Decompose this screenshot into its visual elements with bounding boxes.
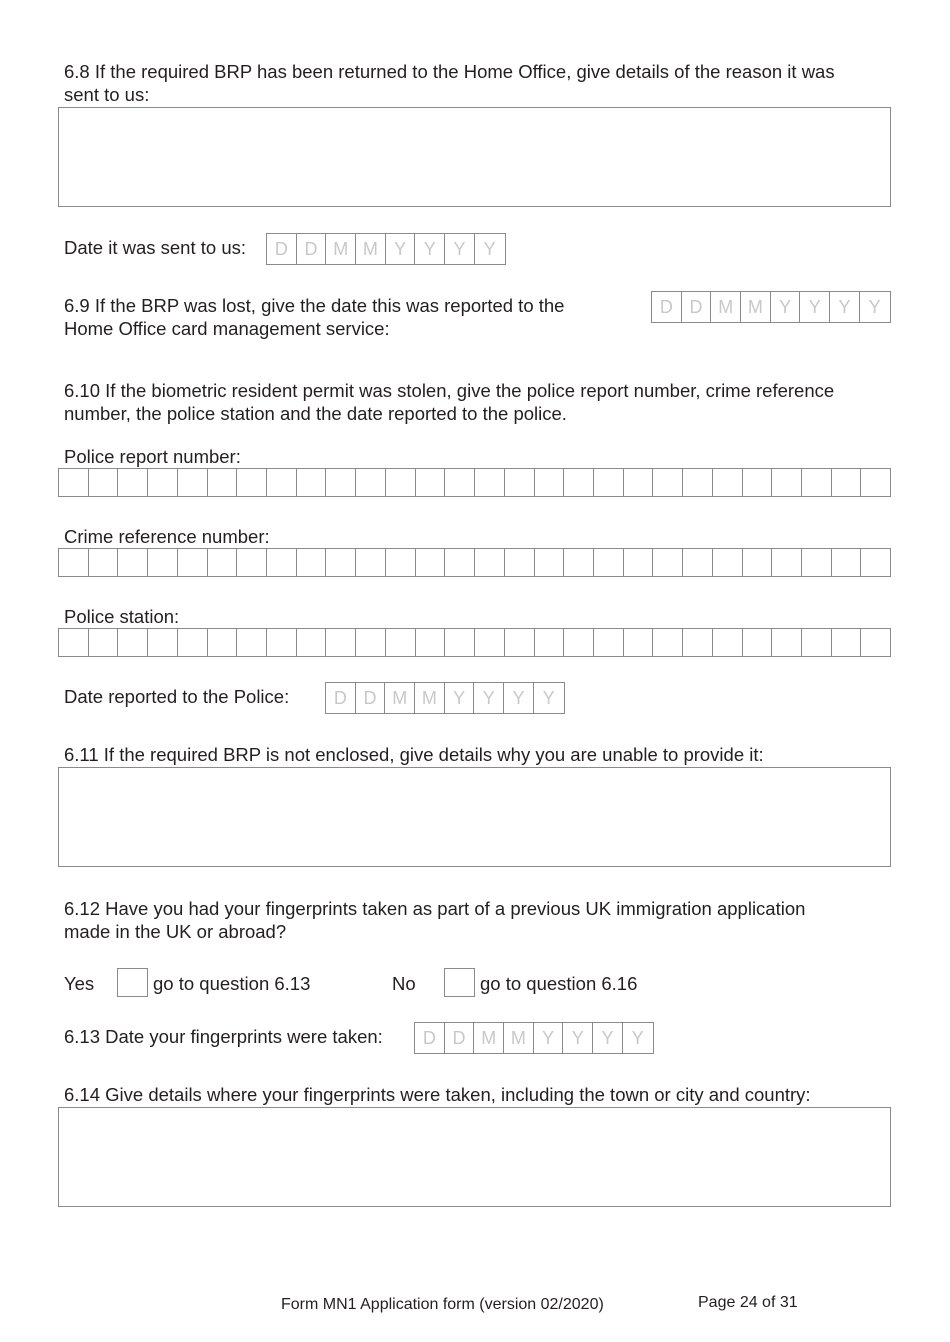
no-label: No xyxy=(392,973,416,994)
char-cell[interactable] xyxy=(564,469,594,496)
char-cell[interactable] xyxy=(802,469,832,496)
char-cell[interactable] xyxy=(267,549,297,576)
date-cell[interactable]: Y xyxy=(593,1023,623,1053)
char-cell[interactable] xyxy=(535,549,565,576)
char-cell[interactable] xyxy=(89,629,119,656)
date-cell[interactable]: Y xyxy=(631,1027,644,1048)
q6-9-text-line1: 6.9 If the BRP was lost, give the date this was reported to the xyxy=(64,295,565,316)
date-cell[interactable]: M xyxy=(504,1023,534,1053)
q6-11-details-textarea[interactable] xyxy=(58,767,891,867)
char-cell[interactable] xyxy=(445,549,475,576)
char-cell[interactable] xyxy=(297,469,327,496)
date-cell[interactable]: Y xyxy=(771,292,801,322)
char-cell[interactable] xyxy=(743,549,773,576)
date-cell[interactable]: Y xyxy=(800,292,830,322)
date-cell[interactable]: M xyxy=(385,683,415,713)
char-cell[interactable] xyxy=(772,549,802,576)
q6-9-text-line2: Home Office card management service: xyxy=(64,318,390,339)
q6-14-details-textarea[interactable] xyxy=(58,1107,891,1207)
char-cell[interactable] xyxy=(59,469,89,496)
char-cell[interactable] xyxy=(237,629,267,656)
char-cell[interactable] xyxy=(297,549,327,576)
date-cell[interactable]: D xyxy=(682,292,712,322)
date-cell[interactable]: D xyxy=(415,1023,445,1053)
date-cell[interactable]: M xyxy=(741,292,771,322)
char-cell[interactable] xyxy=(416,629,446,656)
char-cell[interactable] xyxy=(118,469,148,496)
char-cell[interactable] xyxy=(624,629,654,656)
char-cell[interactable] xyxy=(59,549,89,576)
date-cell[interactable]: Y xyxy=(445,234,475,264)
date-sent-input[interactable] xyxy=(266,233,506,265)
date-cell[interactable]: D xyxy=(445,1023,475,1053)
char-cell[interactable] xyxy=(713,629,743,656)
char-cell[interactable] xyxy=(148,629,178,656)
date-reported-police-input[interactable] xyxy=(325,682,565,714)
char-cell[interactable] xyxy=(59,629,89,656)
date-cell[interactable]: D xyxy=(326,683,356,713)
q6-12-text-line1: 6.12 Have you had your fingerprints taken as part of a previous UK immigration application xyxy=(64,898,806,919)
footer-form-name: Form MN1 Application form (version 02/2020) xyxy=(281,1296,604,1313)
char-cell[interactable] xyxy=(861,469,890,496)
date-sent-label: Date it was sent to us: xyxy=(64,237,247,258)
char-cell[interactable] xyxy=(89,469,119,496)
char-cell[interactable] xyxy=(713,549,743,576)
char-cell[interactable] xyxy=(178,549,208,576)
char-cell[interactable] xyxy=(832,469,862,496)
char-cell[interactable] xyxy=(178,629,208,656)
date-cell[interactable]: Y xyxy=(474,683,504,713)
date-cell[interactable]: Y xyxy=(415,234,445,264)
char-cell[interactable] xyxy=(386,629,416,656)
char-cell[interactable] xyxy=(624,469,654,496)
police-station-input[interactable] xyxy=(58,628,891,657)
date-fingerprints-input[interactable] xyxy=(414,1022,654,1054)
q6-8-reason-textarea[interactable] xyxy=(58,107,891,207)
char-cell[interactable] xyxy=(386,549,416,576)
q6-8-text-line2: sent to us: xyxy=(64,84,150,105)
no-checkbox[interactable] xyxy=(444,968,475,997)
q6-8-text-line1: 6.8 If the required BRP has been returned to the Home Office, give details of the reason it was xyxy=(64,61,835,82)
char-cell[interactable] xyxy=(564,549,594,576)
char-cell[interactable] xyxy=(564,629,594,656)
crime-reference-number-input[interactable] xyxy=(58,548,891,577)
char-cell[interactable] xyxy=(802,629,832,656)
char-cell[interactable] xyxy=(267,629,297,656)
char-cell[interactable] xyxy=(148,469,178,496)
date-cell[interactable]: Y xyxy=(563,1023,593,1053)
char-cell[interactable] xyxy=(594,629,624,656)
police-report-number-input[interactable] xyxy=(58,468,891,497)
char-cell[interactable] xyxy=(267,469,297,496)
date-cell[interactable]: M xyxy=(711,292,741,322)
char-cell[interactable] xyxy=(356,549,386,576)
char-cell[interactable] xyxy=(326,469,356,496)
yes-label: Yes xyxy=(64,973,95,994)
char-cell[interactable] xyxy=(683,629,713,656)
char-cell[interactable] xyxy=(118,629,148,656)
yes-goto-text: go to question 6.13 xyxy=(153,973,311,994)
date-cell[interactable]: Y xyxy=(445,683,475,713)
q6-10-text-line2: number, the police station and the date reported to the police. xyxy=(64,403,567,424)
date-cell[interactable]: M xyxy=(356,234,386,264)
char-cell[interactable] xyxy=(445,629,475,656)
char-cell[interactable] xyxy=(475,629,505,656)
char-cell[interactable] xyxy=(326,549,356,576)
char-cell[interactable] xyxy=(832,549,862,576)
char-cell[interactable] xyxy=(237,469,267,496)
date-cell[interactable]: D xyxy=(267,234,297,264)
date-cell[interactable]: M xyxy=(415,683,445,713)
char-cell[interactable] xyxy=(356,469,386,496)
police-station-label: Police station: xyxy=(64,606,180,627)
char-cell[interactable] xyxy=(861,629,890,656)
char-cell[interactable] xyxy=(683,469,713,496)
char-cell[interactable] xyxy=(653,549,683,576)
char-cell[interactable] xyxy=(356,629,386,656)
char-cell[interactable] xyxy=(713,469,743,496)
q6-13-text-line1: 6.13 Date your fingerprints were taken: xyxy=(64,1026,383,1047)
char-cell[interactable] xyxy=(416,469,446,496)
char-cell[interactable] xyxy=(505,629,535,656)
char-cell[interactable] xyxy=(653,469,683,496)
yes-checkbox[interactable] xyxy=(117,968,148,997)
char-cell[interactable] xyxy=(505,469,535,496)
date-cell[interactable]: Y xyxy=(504,683,534,713)
date-reported-label: Date reported to the Police: xyxy=(64,686,290,707)
crime-reference-label: Crime reference number: xyxy=(64,526,270,547)
q6-11-text-line1: 6.11 If the required BRP is not enclosed, give details why you are unable to provide it: xyxy=(64,744,764,765)
date-cell[interactable]: Y xyxy=(483,238,496,259)
char-cell[interactable] xyxy=(208,549,238,576)
char-cell[interactable] xyxy=(832,629,862,656)
date-cell[interactable]: Y xyxy=(868,296,881,317)
date-cell[interactable]: M xyxy=(326,234,356,264)
date-cell[interactable]: Y xyxy=(534,1023,564,1053)
date-cell[interactable]: D xyxy=(297,234,327,264)
char-cell[interactable] xyxy=(445,469,475,496)
char-cell[interactable] xyxy=(118,549,148,576)
char-cell[interactable] xyxy=(653,629,683,656)
q6-14-text-line1: 6.14 Give details where your fingerprints were taken, including the town or city and country: xyxy=(64,1084,811,1105)
char-cell[interactable] xyxy=(743,469,773,496)
char-cell[interactable] xyxy=(535,469,565,496)
footer-page-number: Page 24 of 31 xyxy=(698,1294,798,1311)
char-cell[interactable] xyxy=(475,549,505,576)
q6-10-text-line1: 6.10 If the biometric resident permit was stolen, give the police report number, crime reference xyxy=(64,380,835,401)
char-cell[interactable] xyxy=(237,549,267,576)
char-cell[interactable] xyxy=(326,629,356,656)
char-cell[interactable] xyxy=(683,549,713,576)
char-cell[interactable] xyxy=(624,549,654,576)
char-cell[interactable] xyxy=(802,549,832,576)
char-cell[interactable] xyxy=(861,549,890,576)
char-cell[interactable] xyxy=(594,549,624,576)
q6-12-text-line2: made in the UK or abroad? xyxy=(64,921,287,942)
char-cell[interactable] xyxy=(297,629,327,656)
police-report-label: Police report number: xyxy=(64,446,241,467)
char-cell[interactable] xyxy=(208,469,238,496)
char-cell[interactable] xyxy=(386,469,416,496)
date-cell[interactable]: D xyxy=(652,292,682,322)
date-cell[interactable]: Y xyxy=(830,292,860,322)
char-cell[interactable] xyxy=(594,469,624,496)
char-cell[interactable] xyxy=(148,549,178,576)
char-cell[interactable] xyxy=(505,549,535,576)
char-cell[interactable] xyxy=(772,629,802,656)
char-cell[interactable] xyxy=(416,549,446,576)
char-cell[interactable] xyxy=(89,549,119,576)
char-cell[interactable] xyxy=(178,469,208,496)
char-cell[interactable] xyxy=(208,629,238,656)
no-goto-text: go to question 6.16 xyxy=(480,973,638,994)
char-cell[interactable] xyxy=(535,629,565,656)
char-cell[interactable] xyxy=(475,469,505,496)
date-cell[interactable]: Y xyxy=(542,687,555,708)
date-cell[interactable]: M xyxy=(474,1023,504,1053)
char-cell[interactable] xyxy=(743,629,773,656)
char-cell[interactable] xyxy=(772,469,802,496)
date-cell[interactable]: Y xyxy=(386,234,416,264)
date-lost-reported-input[interactable] xyxy=(651,291,891,323)
date-cell[interactable]: D xyxy=(356,683,386,713)
